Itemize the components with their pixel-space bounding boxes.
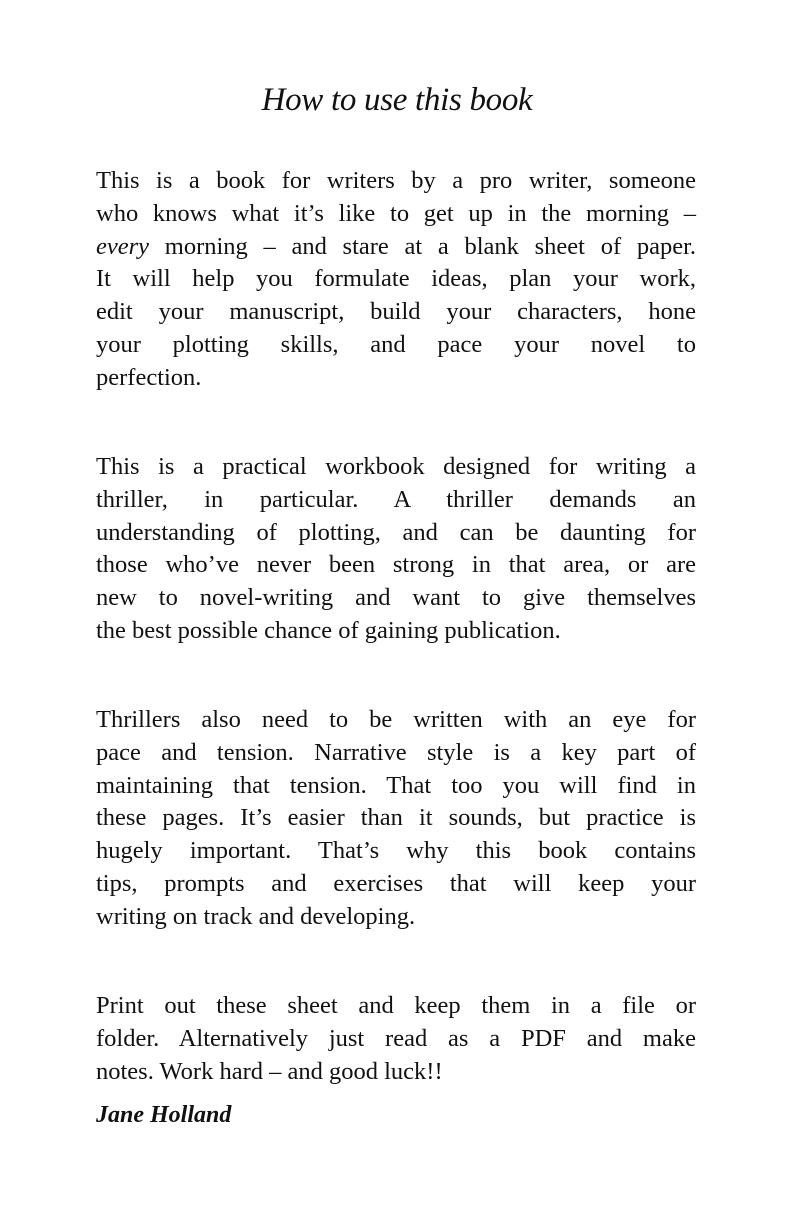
text-line: This is a practical workbook designed for writing a: [96, 453, 696, 480]
text-line: edit your manuscript, build your characters, hone: [96, 298, 696, 326]
text-line: thriller, in particular. A thriller demands an: [96, 485, 696, 513]
text-line: these pages. It’s easier than it sounds, but practice is: [96, 804, 696, 832]
text-line: the best possible chance of gaining publication.: [96, 616, 561, 644]
page-title: How to use this book: [261, 82, 533, 118]
text-line: tips, prompts and exercises that will keep your: [96, 869, 696, 897]
text-line: your plotting skills, and pace your novel to: [96, 330, 696, 358]
author-signature: Jane Holland: [96, 1102, 232, 1128]
text-line: hugely important. That’s why this book contains: [96, 837, 696, 865]
paragraph-pace: [96, 704, 696, 934]
text-line: understanding of plotting, and can be daunting for: [96, 518, 696, 546]
paragraph-workbook: [96, 451, 696, 648]
text-line: writing on track and developing.: [96, 902, 416, 930]
text-line: Thrillers also need to be written with an eye for: [96, 706, 696, 733]
paragraph-closing: [96, 990, 696, 1088]
text-line: This is a book for writers by a pro writer, someone: [96, 167, 696, 194]
text-line: Print out these sheet and keep them in a file or: [96, 992, 696, 1019]
text-line: those who’ve never been strong in that area, or are: [96, 551, 696, 579]
text-line: maintaining that tension. That too you will find in: [96, 771, 696, 799]
text-line: perfection.: [96, 363, 202, 391]
text-line-with-emphasis: [96, 231, 696, 264]
emphasis-word: every: [96, 232, 150, 260]
text-line: new to novel-writing and want to give themselves: [96, 584, 696, 612]
text-line: folder. Alternatively just read as a PDF and make: [96, 1024, 696, 1052]
text-line: who knows what it’s like to get up in the morning –: [96, 199, 696, 227]
text-line: notes. Work hard – and good luck!!: [96, 1057, 443, 1085]
paragraph-intro: [96, 165, 696, 395]
text-line-rest: morning – and stare at a blank sheet of paper.: [164, 232, 697, 260]
text-line: It will help you formulate ideas, plan your work,: [96, 265, 696, 293]
text-line: pace and tension. Narrative style is a key part of: [96, 738, 696, 766]
